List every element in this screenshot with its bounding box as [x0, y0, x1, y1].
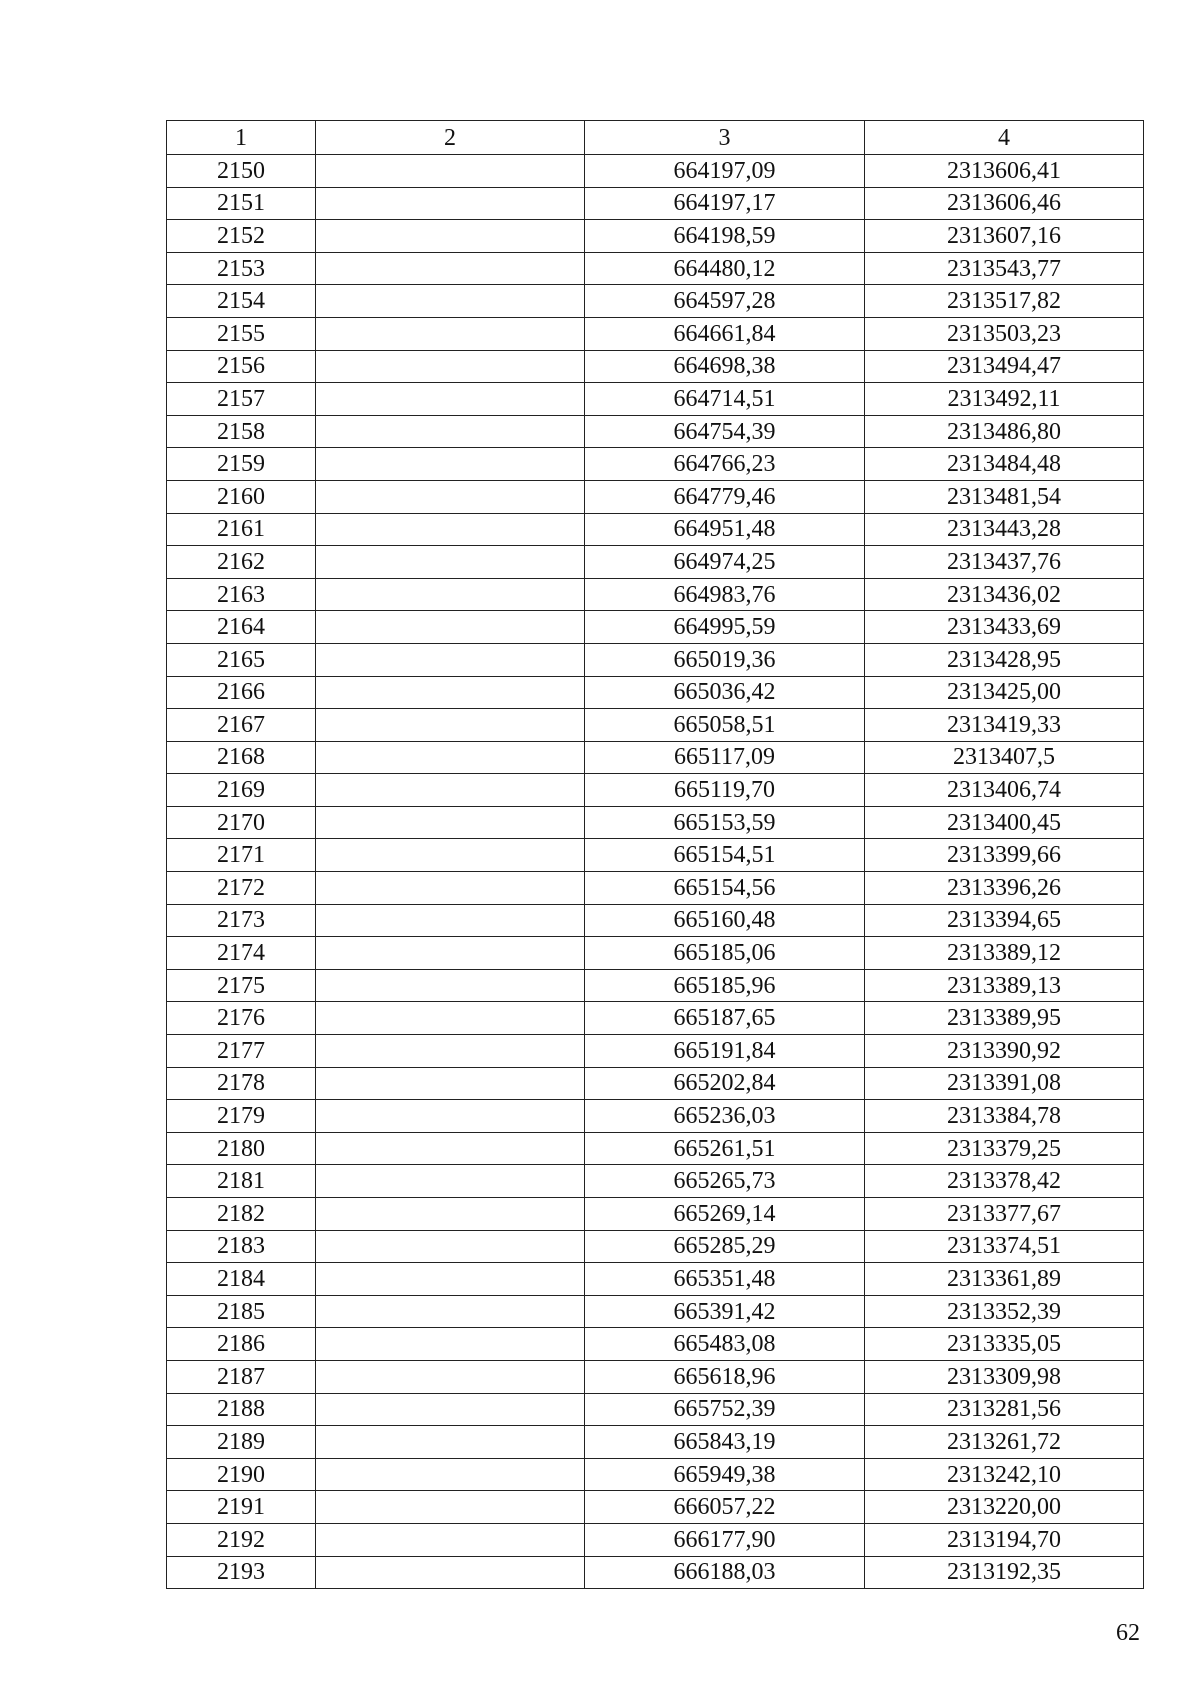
name-cell: [316, 1067, 585, 1100]
point-number-cell: 2171: [167, 839, 316, 872]
name-cell: [316, 1393, 585, 1426]
x-coordinate-cell: 664714,51: [585, 383, 865, 416]
y-coordinate-cell: 2313394,65: [865, 904, 1144, 937]
x-coordinate-cell: 664480,12: [585, 252, 865, 285]
y-coordinate-cell: 2313436,02: [865, 578, 1144, 611]
table-row: [167, 448, 1144, 481]
name-cell: [316, 415, 585, 448]
y-coordinate-cell: 2313377,67: [865, 1198, 1144, 1231]
table-row: [167, 1426, 1144, 1459]
y-coordinate-cell: 2313374,51: [865, 1230, 1144, 1263]
y-coordinate-cell: 2313389,13: [865, 969, 1144, 1002]
y-coordinate-cell: 2313494,47: [865, 350, 1144, 383]
table-row: [167, 350, 1144, 383]
x-coordinate-cell: 664197,17: [585, 187, 865, 220]
y-coordinate-cell: 2313481,54: [865, 480, 1144, 513]
x-coordinate-cell: 665236,03: [585, 1100, 865, 1133]
table-row: [167, 1230, 1144, 1263]
x-coordinate-cell: 665160,48: [585, 904, 865, 937]
table-row: [167, 513, 1144, 546]
point-number-cell: 2182: [167, 1198, 316, 1231]
y-coordinate-cell: 2313390,92: [865, 1035, 1144, 1068]
point-number-cell: 2150: [167, 155, 316, 188]
point-number-cell: 2170: [167, 806, 316, 839]
x-coordinate-cell: 665036,42: [585, 676, 865, 709]
x-coordinate-cell: 664754,39: [585, 415, 865, 448]
name-cell: [316, 741, 585, 774]
point-number-cell: 2181: [167, 1165, 316, 1198]
y-coordinate-cell: 2313437,76: [865, 546, 1144, 579]
x-coordinate-cell: 664198,59: [585, 220, 865, 253]
name-cell: [316, 1165, 585, 1198]
name-cell: [316, 1523, 585, 1556]
x-coordinate-cell: 664983,76: [585, 578, 865, 611]
y-coordinate-cell: 2313391,08: [865, 1067, 1144, 1100]
y-coordinate-cell: 2313378,42: [865, 1165, 1144, 1198]
point-number-cell: 2169: [167, 774, 316, 807]
name-cell: [316, 155, 585, 188]
name-cell: [316, 1002, 585, 1035]
x-coordinate-cell: 665351,48: [585, 1263, 865, 1296]
point-number-cell: 2176: [167, 1002, 316, 1035]
y-coordinate-cell: 2313281,56: [865, 1393, 1144, 1426]
y-coordinate-cell: 2313309,98: [865, 1360, 1144, 1393]
x-coordinate-cell: 665191,84: [585, 1035, 865, 1068]
x-coordinate-cell: 665949,38: [585, 1458, 865, 1491]
y-coordinate-cell: 2313606,41: [865, 155, 1144, 188]
name-cell: [316, 1491, 585, 1524]
y-coordinate-cell: 2313607,16: [865, 220, 1144, 253]
y-coordinate-cell: 2313192,35: [865, 1556, 1144, 1589]
table-row: [167, 1100, 1144, 1133]
table-row: [167, 1458, 1144, 1491]
table-body: [167, 121, 1144, 1589]
point-number-cell: 2191: [167, 1491, 316, 1524]
table-row: [167, 1067, 1144, 1100]
x-coordinate-cell: 665019,36: [585, 643, 865, 676]
x-coordinate-cell: 665119,70: [585, 774, 865, 807]
y-coordinate-cell: 2313443,28: [865, 513, 1144, 546]
y-coordinate-cell: 2313220,00: [865, 1491, 1144, 1524]
table-row: [167, 220, 1144, 253]
y-coordinate-cell: 2313389,95: [865, 1002, 1144, 1035]
name-cell: [316, 839, 585, 872]
x-coordinate-cell: 664766,23: [585, 448, 865, 481]
name-cell: [316, 1458, 585, 1491]
y-coordinate-cell: 2313407,5: [865, 741, 1144, 774]
name-cell: [316, 350, 585, 383]
x-coordinate-cell: 666057,22: [585, 1491, 865, 1524]
name-cell: [316, 252, 585, 285]
point-number-cell: 2175: [167, 969, 316, 1002]
name-cell: [316, 872, 585, 905]
table-row: [167, 383, 1144, 416]
point-number-cell: 2173: [167, 904, 316, 937]
x-coordinate-cell: 665202,84: [585, 1067, 865, 1100]
name-cell: [316, 578, 585, 611]
name-cell: [316, 1360, 585, 1393]
x-coordinate-cell: 665752,39: [585, 1393, 865, 1426]
point-number-cell: 2179: [167, 1100, 316, 1133]
name-cell: [316, 317, 585, 350]
y-coordinate-cell: 2313433,69: [865, 611, 1144, 644]
table-row: [167, 415, 1144, 448]
point-number-cell: 2160: [167, 480, 316, 513]
x-coordinate-cell: 664597,28: [585, 285, 865, 318]
y-coordinate-cell: 2313503,23: [865, 317, 1144, 350]
y-coordinate-cell: 2313335,05: [865, 1328, 1144, 1361]
point-number-cell: 2192: [167, 1523, 316, 1556]
point-number-cell: 2183: [167, 1230, 316, 1263]
name-cell: [316, 611, 585, 644]
name-cell: [316, 1328, 585, 1361]
table-row: [167, 774, 1144, 807]
name-cell: [316, 774, 585, 807]
y-coordinate-cell: 2313261,72: [865, 1426, 1144, 1459]
table-row: [167, 1198, 1144, 1231]
x-coordinate-cell: 665117,09: [585, 741, 865, 774]
table-row: [167, 480, 1144, 513]
x-coordinate-cell: 666177,90: [585, 1523, 865, 1556]
y-coordinate-cell: 2313406,74: [865, 774, 1144, 807]
table-row: [167, 546, 1144, 579]
table-row: [167, 1002, 1144, 1035]
x-coordinate-cell: 665154,56: [585, 872, 865, 905]
name-cell: [316, 904, 585, 937]
name-cell: [316, 676, 585, 709]
y-coordinate-cell: 2313428,95: [865, 643, 1144, 676]
x-coordinate-cell: 664974,25: [585, 546, 865, 579]
header-cell-1: 1: [167, 121, 316, 155]
y-coordinate-cell: 2313396,26: [865, 872, 1144, 905]
x-coordinate-cell: 665058,51: [585, 709, 865, 742]
name-cell: [316, 285, 585, 318]
point-number-cell: 2190: [167, 1458, 316, 1491]
name-cell: [316, 806, 585, 839]
y-coordinate-cell: 2313419,33: [865, 709, 1144, 742]
table-row: [167, 1263, 1144, 1296]
point-number-cell: 2185: [167, 1295, 316, 1328]
point-number-cell: 2151: [167, 187, 316, 220]
table-row: [167, 1556, 1144, 1589]
name-cell: [316, 1426, 585, 1459]
table-row: [167, 187, 1144, 220]
y-coordinate-cell: 2313606,46: [865, 187, 1144, 220]
name-cell: [316, 969, 585, 1002]
point-number-cell: 2168: [167, 741, 316, 774]
name-cell: [316, 643, 585, 676]
x-coordinate-cell: 665265,73: [585, 1165, 865, 1198]
y-coordinate-cell: 2313242,10: [865, 1458, 1144, 1491]
y-coordinate-cell: 2313400,45: [865, 806, 1144, 839]
name-cell: [316, 187, 585, 220]
name-cell: [316, 220, 585, 253]
point-number-cell: 2193: [167, 1556, 316, 1589]
x-coordinate-cell: 664661,84: [585, 317, 865, 350]
x-coordinate-cell: 664951,48: [585, 513, 865, 546]
table-row: [167, 806, 1144, 839]
table-row: [167, 872, 1144, 905]
x-coordinate-cell: 665269,14: [585, 1198, 865, 1231]
y-coordinate-cell: 2313399,66: [865, 839, 1144, 872]
name-cell: [316, 1295, 585, 1328]
x-coordinate-cell: 664197,09: [585, 155, 865, 188]
point-number-cell: 2166: [167, 676, 316, 709]
y-coordinate-cell: 2313384,78: [865, 1100, 1144, 1133]
x-coordinate-cell: 665187,65: [585, 1002, 865, 1035]
y-coordinate-cell: 2313486,80: [865, 415, 1144, 448]
point-number-cell: 2188: [167, 1393, 316, 1426]
table-row: [167, 1523, 1144, 1556]
y-coordinate-cell: 2313425,00: [865, 676, 1144, 709]
x-coordinate-cell: 664698,38: [585, 350, 865, 383]
table-row: [167, 1491, 1144, 1524]
name-cell: [316, 1556, 585, 1589]
name-cell: [316, 709, 585, 742]
name-cell: [316, 383, 585, 416]
x-coordinate-cell: 665618,96: [585, 1360, 865, 1393]
point-number-cell: 2174: [167, 937, 316, 970]
y-coordinate-cell: 2313484,48: [865, 448, 1144, 481]
x-coordinate-cell: 665261,51: [585, 1132, 865, 1165]
point-number-cell: 2172: [167, 872, 316, 905]
point-number-cell: 2157: [167, 383, 316, 416]
point-number-cell: 2164: [167, 611, 316, 644]
point-number-cell: 2159: [167, 448, 316, 481]
y-coordinate-cell: 2313389,12: [865, 937, 1144, 970]
table-row: [167, 643, 1144, 676]
x-coordinate-cell: 666188,03: [585, 1556, 865, 1589]
y-coordinate-cell: 2313379,25: [865, 1132, 1144, 1165]
point-number-cell: 2154: [167, 285, 316, 318]
table-row: [167, 1035, 1144, 1068]
table-row: [167, 1328, 1144, 1361]
x-coordinate-cell: 664779,46: [585, 480, 865, 513]
table-header-row: [167, 121, 1144, 155]
x-coordinate-cell: 665153,59: [585, 806, 865, 839]
table-row: [167, 937, 1144, 970]
table-row: [167, 317, 1144, 350]
table-row: [167, 969, 1144, 1002]
point-number-cell: 2189: [167, 1426, 316, 1459]
y-coordinate-cell: 2313517,82: [865, 285, 1144, 318]
table-row: [167, 155, 1144, 188]
x-coordinate-cell: 665285,29: [585, 1230, 865, 1263]
point-number-cell: 2153: [167, 252, 316, 285]
point-number-cell: 2177: [167, 1035, 316, 1068]
point-number-cell: 2162: [167, 546, 316, 579]
coordinates-table: [166, 120, 1144, 1589]
point-number-cell: 2156: [167, 350, 316, 383]
x-coordinate-cell: 665154,51: [585, 839, 865, 872]
point-number-cell: 2180: [167, 1132, 316, 1165]
y-coordinate-cell: 2313361,89: [865, 1263, 1144, 1296]
x-coordinate-cell: 665843,19: [585, 1426, 865, 1459]
x-coordinate-cell: 665483,08: [585, 1328, 865, 1361]
point-number-cell: 2186: [167, 1328, 316, 1361]
name-cell: [316, 1035, 585, 1068]
table-row: [167, 611, 1144, 644]
table-row: [167, 285, 1144, 318]
table-row: [167, 578, 1144, 611]
header-cell-2: 2: [316, 121, 585, 155]
table-row: [167, 1393, 1144, 1426]
point-number-cell: 2155: [167, 317, 316, 350]
table-row: [167, 676, 1144, 709]
y-coordinate-cell: 2313543,77: [865, 252, 1144, 285]
name-cell: [316, 1230, 585, 1263]
name-cell: [316, 480, 585, 513]
point-number-cell: 2187: [167, 1360, 316, 1393]
table-row: [167, 1132, 1144, 1165]
table-row: [167, 1295, 1144, 1328]
y-coordinate-cell: 2313352,39: [865, 1295, 1144, 1328]
point-number-cell: 2163: [167, 578, 316, 611]
name-cell: [316, 1100, 585, 1133]
point-number-cell: 2184: [167, 1263, 316, 1296]
table-row: [167, 839, 1144, 872]
page-number: 62: [1116, 1620, 1140, 1646]
point-number-cell: 2152: [167, 220, 316, 253]
table-row: [167, 1360, 1144, 1393]
point-number-cell: 2161: [167, 513, 316, 546]
table-row: [167, 741, 1144, 774]
table-row: [167, 709, 1144, 742]
name-cell: [316, 546, 585, 579]
header-cell-3: 3: [585, 121, 865, 155]
name-cell: [316, 1198, 585, 1231]
point-number-cell: 2165: [167, 643, 316, 676]
x-coordinate-cell: 665391,42: [585, 1295, 865, 1328]
y-coordinate-cell: 2313194,70: [865, 1523, 1144, 1556]
table-row: [167, 904, 1144, 937]
point-number-cell: 2178: [167, 1067, 316, 1100]
x-coordinate-cell: 664995,59: [585, 611, 865, 644]
table-row: [167, 252, 1144, 285]
x-coordinate-cell: 665185,96: [585, 969, 865, 1002]
name-cell: [316, 513, 585, 546]
point-number-cell: 2158: [167, 415, 316, 448]
name-cell: [316, 1263, 585, 1296]
name-cell: [316, 448, 585, 481]
name-cell: [316, 937, 585, 970]
header-cell-4: 4: [865, 121, 1144, 155]
point-number-cell: 2167: [167, 709, 316, 742]
y-coordinate-cell: 2313492,11: [865, 383, 1144, 416]
table-row: [167, 1165, 1144, 1198]
x-coordinate-cell: 665185,06: [585, 937, 865, 970]
name-cell: [316, 1132, 585, 1165]
